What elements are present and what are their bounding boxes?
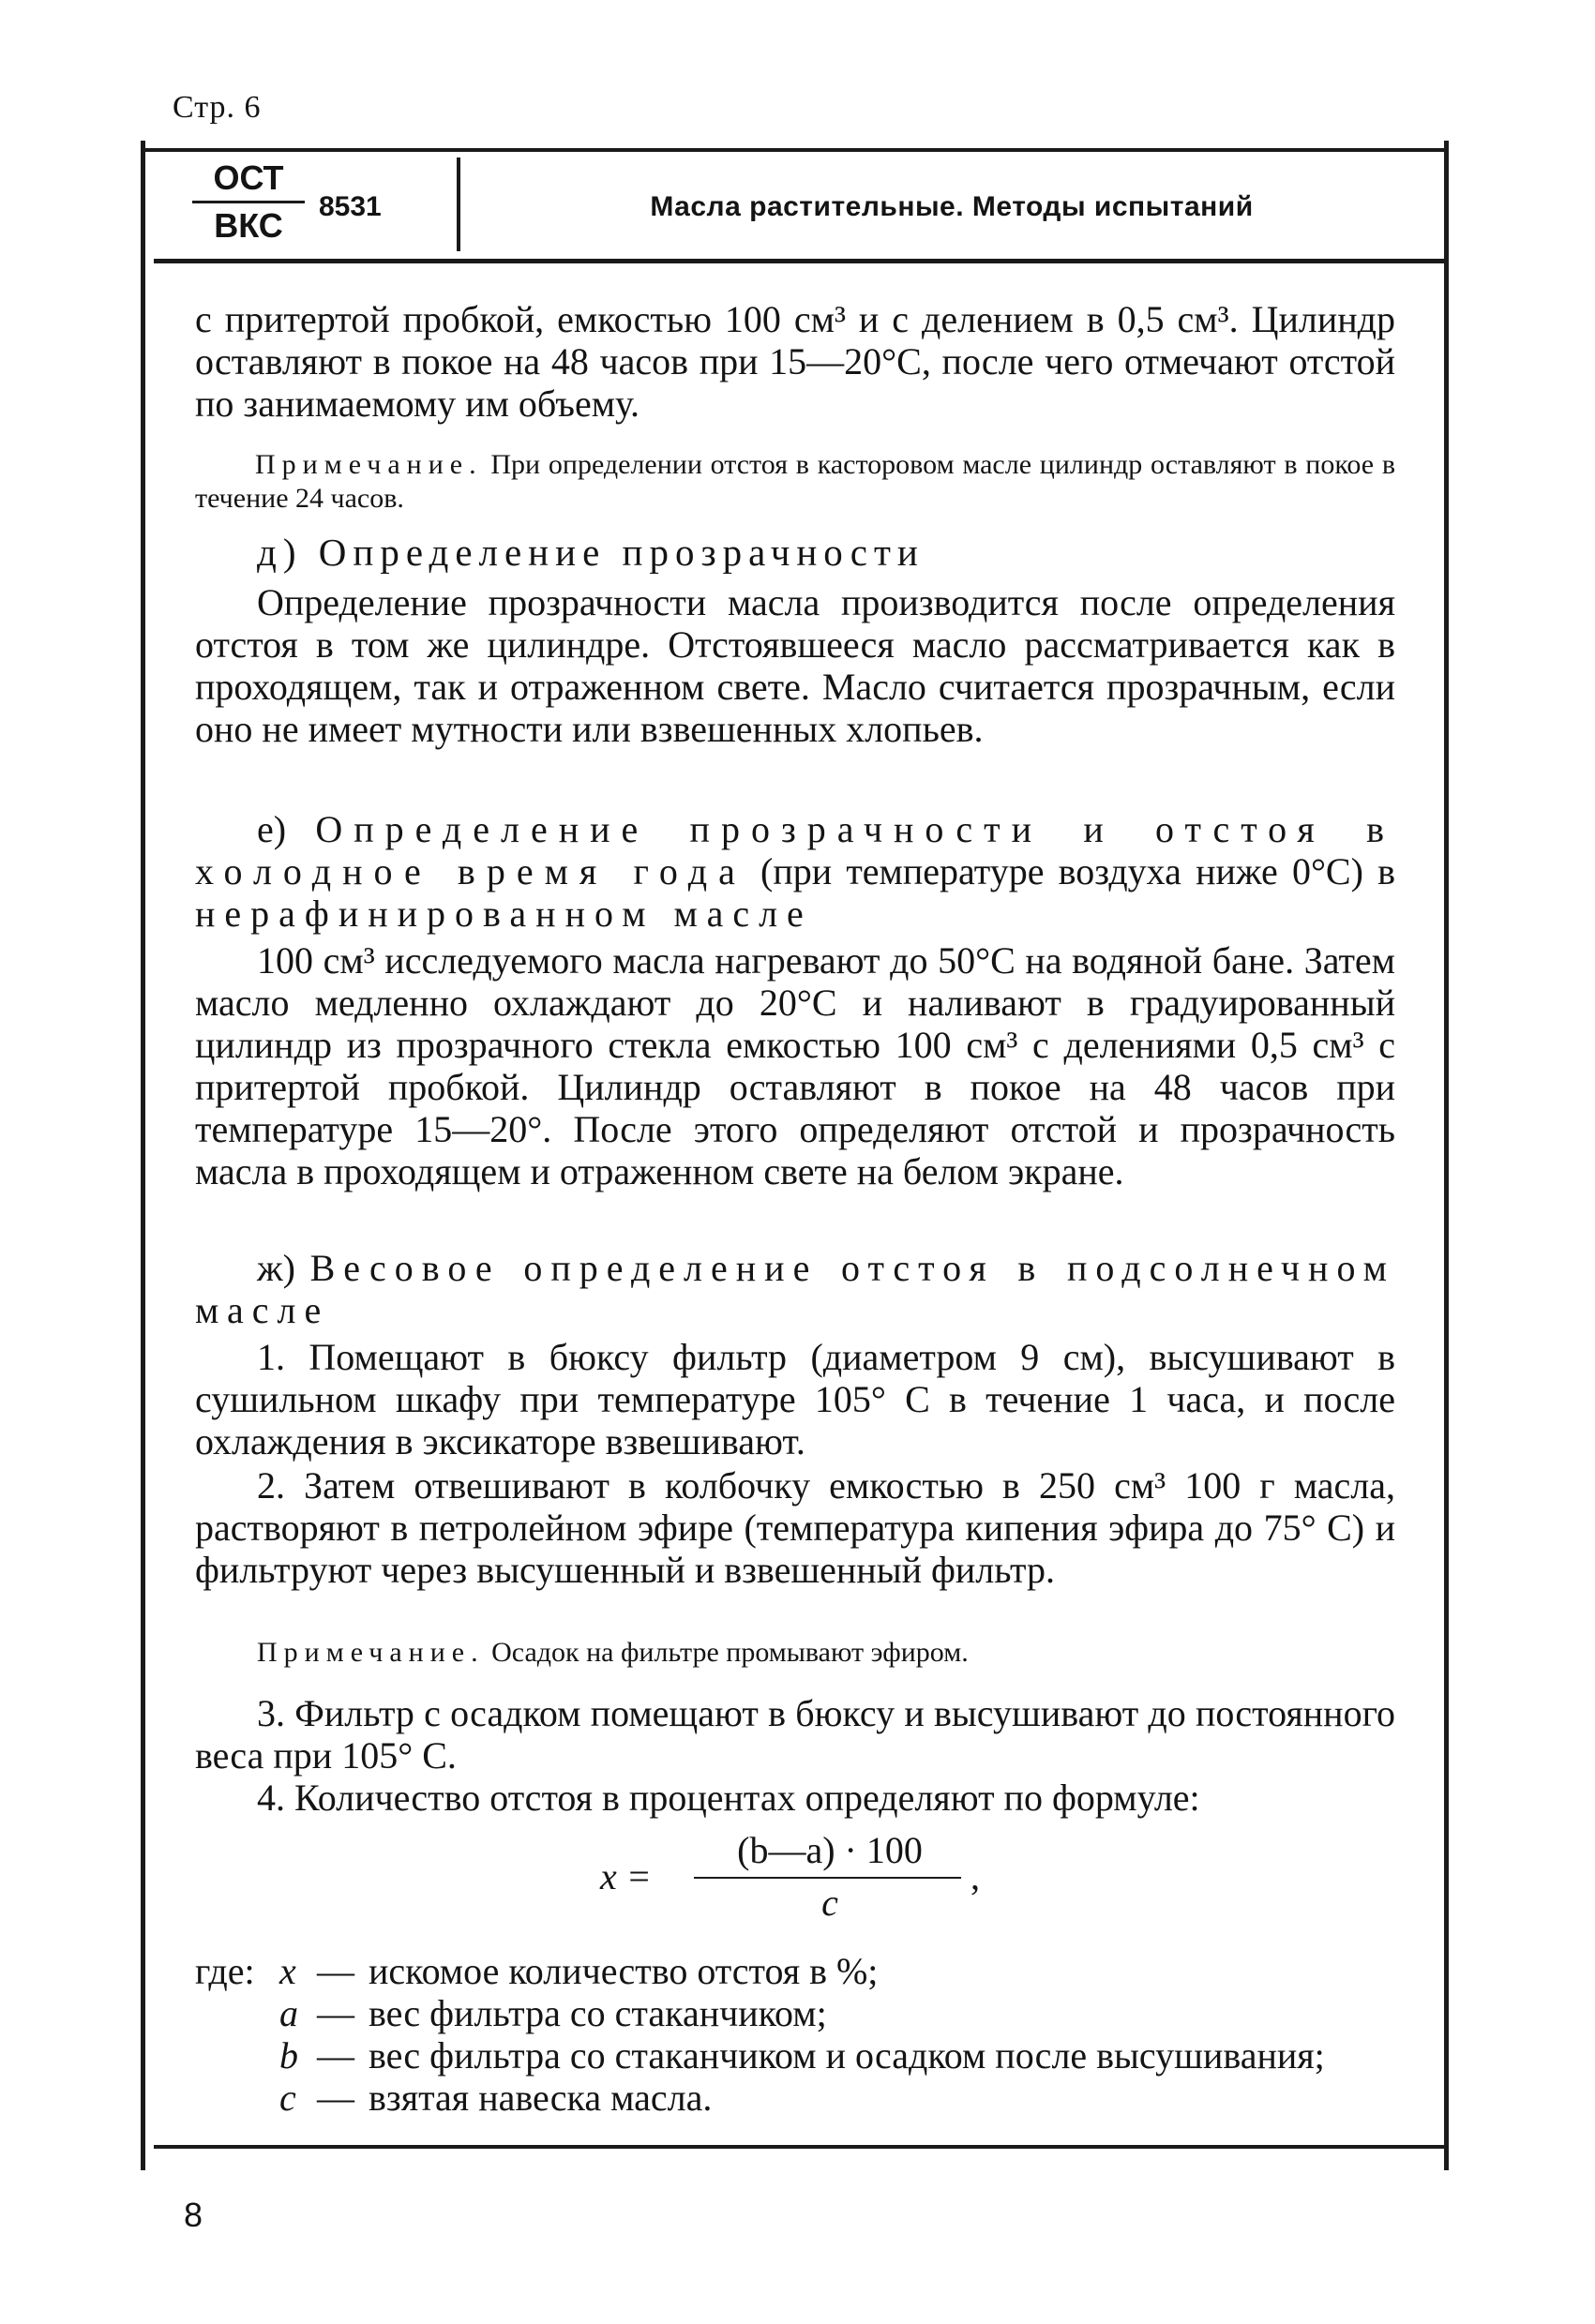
heading-cold-spaced: Определение прозрачности и отстоя в холодное время года (195, 808, 1395, 892)
definition-dash: — (317, 1992, 354, 2034)
formula-lhs: x = (600, 1855, 652, 1897)
step-3: 3. Фильтр с осадком помещают в бюксу и высушивают до постоянного веса при 105° С. (195, 1692, 1395, 1777)
frame-left-border (141, 141, 145, 2170)
standard-number: 8531 (319, 191, 382, 222)
note-label: Примечание. (255, 449, 483, 480)
heading-transparency: д) Определение прозрачности (257, 531, 925, 574)
step-4: 4. Количество отстоя в процентах определяют по формуле: (257, 1777, 1200, 1819)
page-label: Стр. 6 (173, 90, 262, 125)
formula-definitions (195, 1950, 1405, 2119)
note-ether-label: Примечание. (257, 1637, 485, 1668)
heading-weight-prefix: ж) (257, 1247, 295, 1289)
note-text: При определении отстоя в касторовом масле цилиндр оставляют в покое в течение 24 часов. (195, 449, 1396, 514)
document-title: Масла растительные. Методы испытаний (650, 191, 1254, 222)
note-ether (257, 1636, 1382, 1670)
definitions-intro: где: (195, 1950, 255, 1992)
definition-symbol: x (279, 1950, 296, 1992)
formula-denominator: c (821, 1882, 838, 1924)
heading-cold-spaced-2: нерафинированном масле (195, 892, 813, 935)
header-bottom-rule (154, 259, 1449, 263)
sediment-formula (600, 1828, 994, 1941)
definition-symbol: c (279, 2077, 296, 2119)
definition-text: вес фильтра со стаканчиком и осадком после высушивания; (369, 2034, 1325, 2077)
definition-text: искомое количество отстоя в %; (369, 1950, 879, 1992)
definition-row (195, 1992, 1405, 2034)
heading-weight-sediment (195, 1247, 1395, 1331)
page-number: 8 (184, 2196, 203, 2234)
standard-code-bottom: ВКС (214, 206, 283, 245)
standard-code-top: ОСТ (213, 158, 284, 197)
standard-code (192, 158, 305, 245)
header-divider (457, 157, 460, 251)
definition-dash: — (317, 2034, 354, 2077)
heading-weight-text: Весовое определение отстоя в подсолнечном масле (195, 1247, 1395, 1331)
definition-text: взятая навеска масла. (369, 2077, 713, 2119)
footer-rule (154, 2145, 1449, 2149)
definition-symbol: a (279, 1992, 298, 2034)
frame-right-border (1444, 141, 1449, 2170)
heading-cold-plain: (при температуре воздуха ниже 0°С) в (760, 850, 1395, 892)
note-castor-oil (195, 448, 1395, 516)
formula-fraction-bar (694, 1877, 961, 1879)
paragraph-cold-season: 100 см³ исследуемого масла нагревают до 50°С на водяной бане. Затем масло медленно охлаждают до 20°С и наливают в градуированный цилиндр из прозрачного стекла емкостью 100 см³ с делениями 0,5 см³ с притертой пробкой. Цилиндр оставляют в покое на 48 часов при температуре 15—20°. После этого определяют отстой и прозрачность масла в проходящем и отраженном свете на белом экране. (195, 939, 1395, 1192)
definition-row (195, 2077, 1405, 2119)
header-top-rule (141, 148, 1449, 152)
definition-dash: — (317, 1950, 354, 1992)
note-ether-text: Осадок на фильтре промывают эфиром. (491, 1637, 969, 1668)
definition-symbol: b (279, 2034, 298, 2077)
paragraph-transparency: Определение прозрачности масла производится после определения отстоя в том же цилиндре. Отстоявшееся масло рассматривается как в проходящем, так и отраженном свете. Масло считается прозрачным, если оно не имеет мутности или взвешенных хлопьев. (195, 581, 1395, 750)
formula-trail: , (971, 1855, 980, 1897)
definition-row (195, 1950, 1405, 1992)
heading-cold-prefix: е) (257, 808, 287, 850)
heading-cold-season (195, 808, 1395, 935)
definition-text: вес фильтра со стаканчиком; (369, 1992, 827, 2034)
definition-row (195, 2034, 1405, 2077)
formula-numerator: (b—a) · 100 (737, 1829, 923, 1871)
definition-dash: — (317, 2077, 354, 2119)
standard-code-line (192, 201, 305, 203)
step-1: 1. Помещают в бюксу фильтр (диаметром 9 см), высушивают в сушильном шкафу при температуре 105° С в течение 1 часа, и после охлаждения в эксикаторе взвешивают. (195, 1336, 1395, 1462)
paragraph-continuation: с притертой пробкой, емкостью 100 см³ и с делением в 0,5 см³. Цилиндр оставляют в покое на 48 часов при 15—20°С, после чего отмечают отстой по занимаемому им объему. (195, 298, 1395, 425)
step-2: 2. Затем отвешивают в колбочку емкостью в 250 см³ 100 г масла, растворяют в петролейном эфире (температура кипения эфира до 75° С) и фильтруют через высушенный и взвешенный фильтр. (195, 1464, 1395, 1591)
